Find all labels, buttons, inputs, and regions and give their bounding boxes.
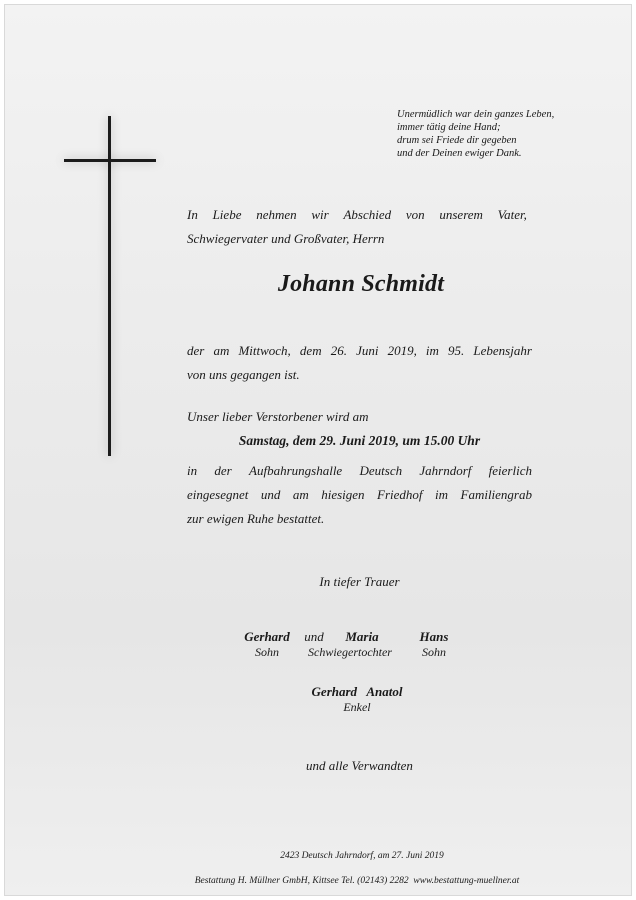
footer-place-date: 2423 Deutsch Jahrndorf, am 27. Juni 2019 [280,851,444,861]
word: Vater, [497,207,527,222]
word: wir [311,207,329,222]
word: der [214,463,232,478]
word: Friedhof [377,487,423,502]
intro-line-2: Schwiegervater und Großvater, Herrn [187,231,385,246]
relatives-line: und alle Verwandten [306,758,413,773]
word: Abschied [343,207,392,222]
word: Liebe [212,207,242,222]
death-notice [187,339,532,387]
mourner-name: Hans [419,629,449,644]
word: in [187,463,198,478]
word: im [425,343,439,358]
word: Mittwoch, [238,343,291,358]
word: hiesigen [321,487,365,502]
mourner-name: Gerhard Anatol [311,684,403,699]
word: feierlich [488,463,532,478]
poem-line: Unermüdlich war dein ganzes Leben, [397,109,555,120]
word: Jahrndorf [419,463,472,478]
connector-word: und [304,629,324,644]
word: unserem [439,207,483,222]
word: nehmen [256,207,297,222]
mourner-maria [296,629,396,660]
mourner-role: Sohn [255,645,279,659]
funeral-line-1: Unser lieber Verstorbener wird am [187,409,369,424]
mourner-hans [409,629,459,660]
funeral-details [187,459,532,531]
funeral-notice [187,405,532,429]
death-line-2: von uns gegangen ist. [187,367,300,382]
word: 2019, [387,343,417,358]
mourner-grandson [292,684,422,715]
deceased-name: Johann Schmidt [277,271,445,297]
word: 95. [448,343,465,358]
funeral-line-3 [187,483,532,507]
word: 26. [330,343,347,358]
word: In [187,207,198,222]
poem-line: und der Deinen ewiger Dank. [397,148,522,159]
mourner-role: Enkel [343,700,371,714]
mourner-role: Sohn [422,645,446,659]
word: Deutsch [359,463,403,478]
word: und [260,487,281,502]
word: eingesegnet [187,487,249,502]
word: Familiengrab [460,487,532,502]
obituary-page [4,4,632,896]
mourning-heading: In tiefer Trauer [319,574,400,589]
word: der [187,343,205,358]
cross-horizontal-bar [64,159,156,162]
intro-text [187,203,527,251]
word: Juni [356,343,379,358]
intro-line-1 [187,203,527,227]
word: im [435,487,449,502]
funeral-date: Samstag, dem 29. Juni 2019, um 15.00 Uhr [238,433,481,448]
poem-line: immer tätig deine Hand; [397,122,501,133]
memorial-poem [397,108,617,160]
word: Aufbahrungshalle [249,463,343,478]
mourner-name: Gerhard [244,629,290,644]
death-line-1 [187,339,532,363]
word: Lebensjahr [473,343,532,358]
footer-undertaker: Bestattung H. Müllner GmbH, Kittsee Tel. (02143) 2282 www.bestattung-muellner.at [194,876,520,886]
mourner-name: Maria [345,629,379,644]
word: am [292,487,309,502]
funeral-line-2 [187,459,532,483]
funeral-line-4: zur ewigen Ruhe bestattet. [187,511,325,526]
mourner-role: Schwiegertochter [308,645,392,659]
word: von [405,207,425,222]
word: dem [299,343,322,358]
mourner-gerhard [236,629,298,660]
word: am [213,343,230,358]
poem-line: drum sei Friede dir gegeben [397,135,517,146]
